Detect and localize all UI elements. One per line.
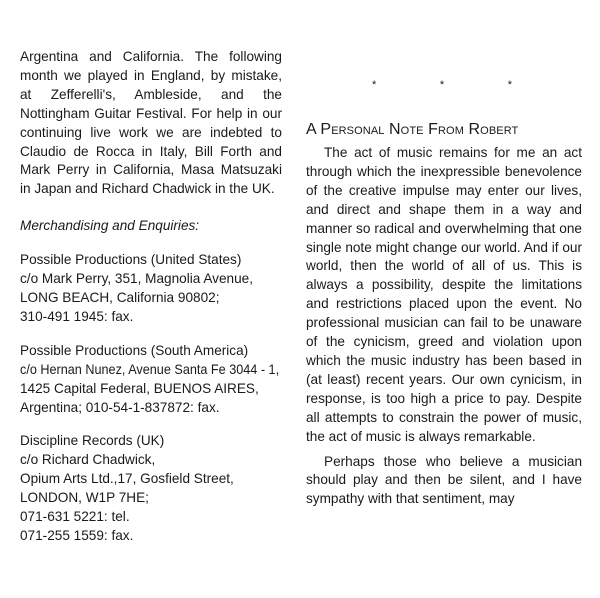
right-column	[306, 80, 582, 509]
body-paragraph: Perhaps those who believe a musician should play and then be silent, and I have sympathy with that sentiment, may	[306, 453, 582, 507]
separator-star: *	[372, 79, 377, 91]
address-line: LONDON, W1P 7HE;	[20, 490, 149, 506]
left-column	[20, 48, 282, 546]
address-line: Argentina; 010-54-1-837872: fax.	[20, 399, 220, 415]
address-line: c/o Hernan Nunez, Avenue Santa Fe 3044 - 1,	[20, 361, 280, 377]
separator-star: *	[439, 79, 445, 91]
merchandising-subheading: Merchandising and Enquiries:	[20, 218, 200, 234]
address-line: Possible Productions (United States)	[20, 252, 242, 268]
address-line: c/o Richard Chadwick,	[20, 452, 156, 468]
address-uk	[20, 432, 282, 545]
address-line: c/o Mark Perry, 351, Magnolia Avenue,	[20, 271, 253, 287]
address-line: 071-255 1559: fax.	[20, 527, 134, 543]
address-line: LONG BEACH, California 90802;	[20, 289, 220, 305]
address-line: Opium Arts Ltd.,17, Gosfield Street,	[20, 471, 234, 487]
section-heading: A Personal Note From Robert	[306, 121, 519, 138]
address-line: 1425 Capital Federal, BUENOS AIRES,	[20, 380, 259, 396]
body-paragraph: The act of music remains for me an act through which the inexpressible benevolence of the creative impulse may enter our lives, and direct and shape them in a way and manner so radical and overwhelming that one single note might change our world. And if our world, then the world of all of us. This is always a possibility, despite the limitations and restrictions placed upon the event. No professional musician can fail to be unaware of the cynicism, greed and violation upon which the music industry has been based in (at least) recent years. Our own cynicism, in response, is too high a price to pay. Despite all attempts to constrain the power of music, the act of music is always remarkable.	[306, 145, 582, 444]
address-us	[20, 251, 282, 327]
address-line: 310-491 1945: fax.	[20, 308, 134, 324]
address-line: 071-631 5221: tel.	[20, 509, 130, 525]
address-south-america	[20, 342, 282, 418]
address-line: Discipline Records (UK)	[20, 433, 165, 449]
section-separator	[372, 80, 512, 92]
separator-star: *	[507, 79, 512, 91]
address-line: Possible Productions (South America)	[20, 342, 249, 358]
intro-paragraph: Argentina and California. The following month we played in England, by mistake, at Zefferelli's, Ambleside, and the Nottingham Guitar Festival. For help in our continuing live work we are indebted to Claudio de Rocca in Italy, Bill Forth and Mark Perry in California, Masa Matsuzaki in Japan and Richard Chadwick in the UK.	[20, 49, 282, 197]
